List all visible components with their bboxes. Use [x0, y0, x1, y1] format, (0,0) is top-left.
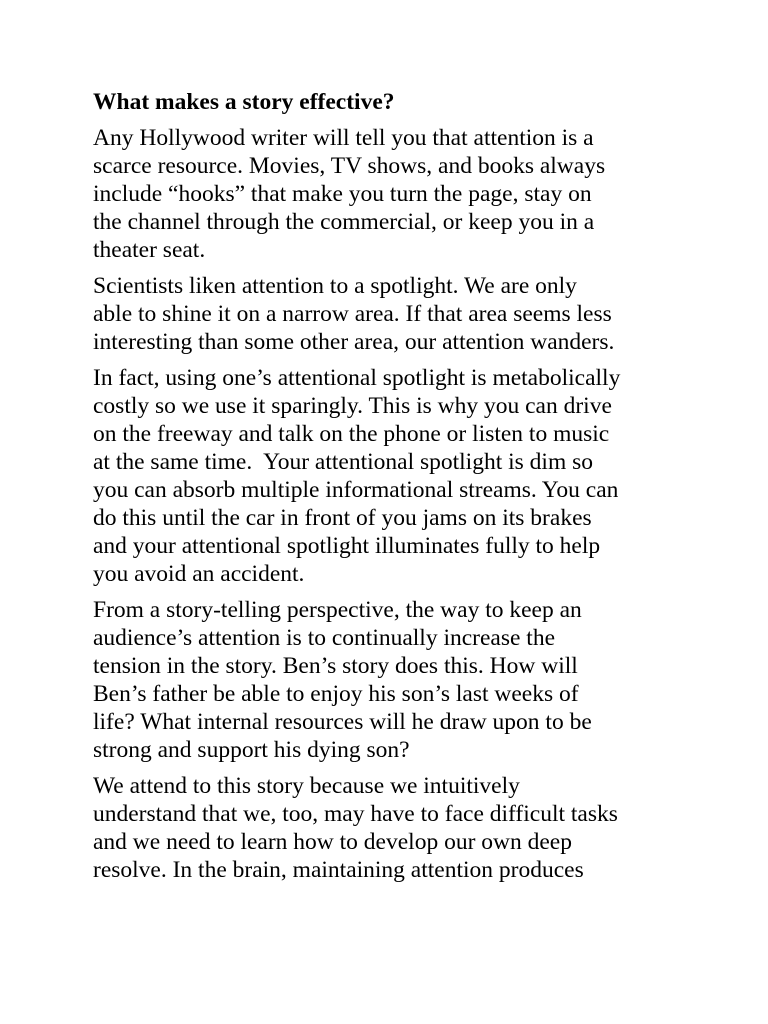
paragraph-line: resolve. In the brain, maintaining attention produces [93, 857, 584, 883]
paragraph-line: We attend to this story because we intuitively [93, 773, 520, 799]
paragraph-line: tension in the story. Ben’s story does this. How will [93, 653, 578, 679]
document-page [93, 88, 713, 892]
paragraph-attend [93, 772, 713, 884]
paragraph-line: interesting than some other area, our attention wanders. [93, 329, 615, 355]
paragraph-line: able to shine it on a narrow area. If that area seems less [93, 301, 612, 327]
paragraph-line: the channel through the commercial, or keep you in a [93, 209, 595, 235]
paragraph-line: life? What internal resources will he draw upon to be [93, 709, 592, 735]
paragraph-line: do this until the car in front of you jams on its brakes [93, 505, 592, 531]
paragraph-line: Any Hollywood writer will tell you that attention is a [93, 125, 594, 151]
paragraph-line: and we need to learn how to develop our own deep [93, 829, 572, 855]
paragraph-line: In fact, using one’s attentional spotlight is metabolically [93, 365, 621, 391]
paragraph-line: you avoid an accident. [93, 561, 305, 587]
paragraph-metabolic [93, 364, 713, 588]
paragraph-line: at the same time. Your attentional spotlight is dim so [93, 449, 593, 475]
paragraph-hollywood [93, 124, 713, 264]
paragraph-line: costly so we use it sparingly. This is why you can drive [93, 393, 612, 419]
paragraph-line: audience’s attention is to continually increase the [93, 625, 556, 651]
paragraph-line: include “hooks” that make you turn the page, stay on [93, 181, 592, 207]
paragraph-line: and your attentional spotlight illuminates fully to help [93, 533, 601, 559]
paragraph-line: strong and support his dying son? [93, 737, 410, 763]
paragraph-spotlight [93, 272, 713, 356]
paragraph-tension [93, 596, 713, 764]
paragraph-line: From a story-telling perspective, the way to keep an [93, 597, 582, 623]
paragraph-line: understand that we, too, may have to face difficult tasks [93, 801, 618, 827]
document-heading: What makes a story effective? [93, 89, 395, 115]
paragraph-line: theater seat. [93, 237, 206, 263]
paragraph-line: you can absorb multiple informational streams. You can [93, 477, 619, 503]
paragraph-line: on the freeway and talk on the phone or listen to music [93, 421, 610, 447]
paragraph-line: Scientists liken attention to a spotlight. We are only [93, 273, 577, 299]
paragraph-line: scarce resource. Movies, TV shows, and books always [93, 153, 606, 179]
paragraph-line: Ben’s father be able to enjoy his son’s last weeks of [93, 681, 579, 707]
